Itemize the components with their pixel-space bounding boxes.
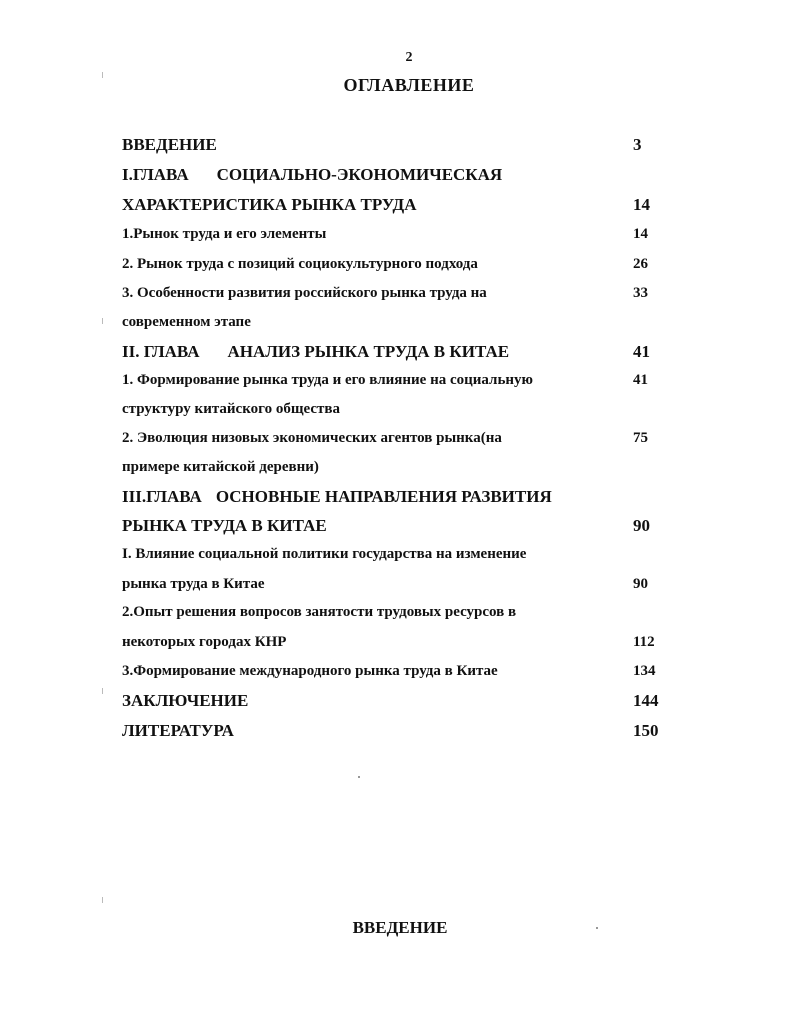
toc-entry-page: 90 [633,576,648,592]
toc-entry-page: 14 [633,226,648,242]
toc-section-title: структуру китайского общества [122,401,340,417]
toc-section-title: примере китайской деревни) [122,459,319,475]
toc-section-title: 2. Рынок труда с позиций социокультурного подхода [122,256,478,272]
toc-section-title: I. Влияние социальной политики государства на изменение [122,546,527,562]
next-section-heading: ВВЕДЕНИЕ [352,918,448,937]
scan-speck [596,927,598,929]
toc-entry-page: 14 [633,195,650,214]
toc-entry-page: 75 [633,430,648,446]
scan-speck [358,776,360,778]
chapter-title: СОЦИАЛЬНО-ЭКОНОМИЧЕСКАЯ [216,165,503,184]
toc-entry-page: 144 [633,691,659,710]
chapter-label: I.ГЛАВА [122,165,189,184]
scan-edge-mark [102,897,103,903]
toc-entry-title: ВВЕДЕНИЕ [122,135,217,154]
chapter-title: ОСНОВНЫЕ НАПРАВЛЕНИЯ РАЗВИТИЯ [215,487,552,506]
toc-entry-page: 33 [633,285,648,301]
toc-title: ОГЛАВЛЕНИЕ [343,75,475,95]
toc-section-title: современном этапе [122,314,251,330]
toc-section-title: 2. Эволюция низовых экономических агентов рынка(на [122,430,502,446]
toc-entry-page: 112 [633,634,655,650]
page-number: 2 [405,50,413,65]
toc-entry-page: 150 [633,721,659,740]
toc-section-title: 3. Особенности развития российского рынка труда на [122,285,487,301]
toc-entry-title: ЛИТЕРАТУРА [122,721,234,740]
toc-section-title: 3.Формирование международного рынка труда в Китае [122,663,498,679]
toc-section-title: рынка труда в Китае [122,576,265,592]
chapter-label: II. ГЛАВА [122,342,200,361]
toc-entry-page: 134 [633,663,656,679]
toc-entry-page: 3 [633,135,642,154]
toc-section-title: некоторых городах КНР [122,634,287,650]
chapter-title: АНАЛИЗ РЫНКА ТРУДА В КИТАЕ [227,342,510,361]
toc-entry-page: 26 [633,256,648,272]
scan-edge-mark [102,688,103,694]
chapter-label: III.ГЛАВА [122,487,202,506]
toc-entry-title: ЗАКЛЮЧЕНИЕ [122,691,249,710]
scan-edge-mark [102,72,103,78]
toc-entry-page: 41 [633,342,650,361]
toc-section-title: 2.Опыт решения вопросов занятости трудовых ресурсов в [122,604,517,620]
chapter-title: РЫНКА ТРУДА В КИТАЕ [122,516,327,535]
toc-entry-page: 90 [633,516,650,535]
toc-section-title: 1. Формирование рынка труда и его влияние на социальную [122,372,533,388]
toc-section-title: 1.Рынок труда и его элементы [122,226,327,242]
chapter-title: ХАРАКТЕРИСТИКА РЫНКА ТРУДА [122,195,417,214]
scan-edge-mark [102,318,103,324]
toc-entry-page: 41 [633,372,648,388]
